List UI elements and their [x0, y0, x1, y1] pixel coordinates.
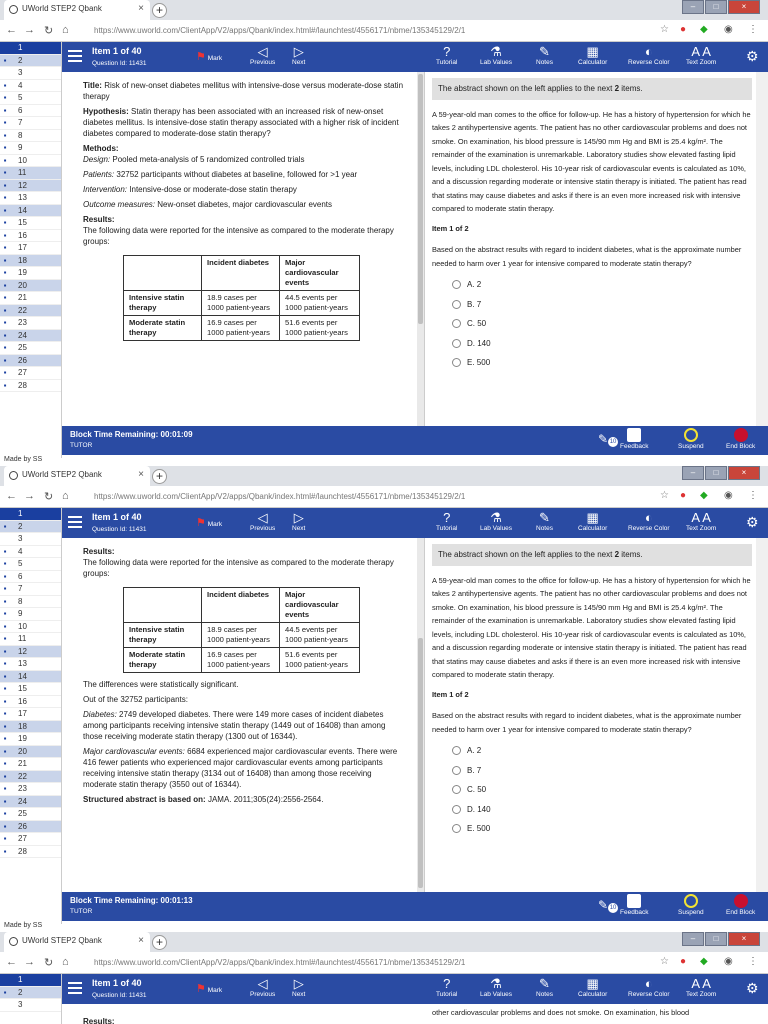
edit-icon[interactable]: ✎ 10: [598, 432, 617, 446]
question-number[interactable]: ▪ 16: [0, 230, 61, 243]
screenshot-1: [0, 0, 768, 466]
question-number[interactable]: ▪ 12: [0, 646, 61, 659]
stop-icon: [734, 894, 748, 908]
question-navigator: [0, 974, 62, 1024]
question-number[interactable]: 3: [0, 999, 61, 1012]
settings-gear-icon[interactable]: ⚙: [746, 514, 759, 530]
question-number[interactable]: ▪ 7: [0, 117, 61, 130]
radio-button[interactable]: [452, 339, 461, 348]
divider: [424, 72, 425, 426]
globe-icon: [9, 471, 18, 480]
tab-title: UWorld STEP2 Qbank: [22, 4, 102, 13]
question-number[interactable]: ▪ 17: [0, 242, 61, 255]
question-number[interactable]: ▪ 2: [0, 521, 61, 534]
home-icon[interactable]: ⌂: [62, 956, 69, 968]
abstract-scrollbar[interactable]: [417, 72, 424, 426]
question-number[interactable]: ▪ 28: [0, 380, 61, 393]
question-number[interactable]: ▪ 6: [0, 571, 61, 584]
question-number[interactable]: 3: [0, 533, 61, 546]
star-icon[interactable]: ☆: [660, 956, 669, 967]
window-controls: [681, 0, 760, 14]
flask-icon: ⚗: [490, 44, 502, 59]
globe-icon: [9, 5, 18, 14]
answer-option[interactable]: B. 7: [452, 298, 752, 312]
divider: [424, 538, 425, 892]
reload-icon[interactable]: ↻: [44, 957, 54, 969]
previous-icon: ◁: [257, 510, 268, 525]
browser-tab[interactable]: [4, 466, 150, 486]
question-navigator: [0, 42, 62, 458]
forward-icon[interactable]: →: [24, 24, 35, 36]
question-number[interactable]: ▪ 12: [0, 180, 61, 193]
question-number[interactable]: ▪ 23: [0, 783, 61, 796]
previous-icon: ◁: [257, 44, 268, 59]
question-stem: other cardiovascular problems and does not smoke. On examination, his blood: [432, 1008, 690, 1017]
url-field[interactable]: https://www.uworld.com/ClientApp/V2/apps/Qbank/index.html#/launchtest/4556171/nbme/135345129/2/1: [94, 492, 466, 501]
home-icon[interactable]: ⌂: [62, 490, 69, 502]
question-number[interactable]: ▪ 22: [0, 771, 61, 784]
qbank-app: [0, 508, 768, 924]
question-scrollbar[interactable]: [756, 538, 768, 892]
extension-icon[interactable]: ●: [680, 956, 687, 967]
reload-icon[interactable]: ↻: [44, 491, 54, 503]
menu-icon[interactable]: ⋮: [748, 24, 758, 35]
calculator-button[interactable]: ▦ Calculator: [578, 44, 608, 66]
new-tab-button[interactable]: +: [152, 3, 167, 18]
menu-icon[interactable]: [68, 50, 82, 62]
question-number[interactable]: ▪ 24: [0, 796, 61, 809]
mode-label: TUTOR: [70, 442, 93, 449]
notification-badge: 10: [609, 439, 617, 445]
question-id: Question Id: 11431: [92, 992, 147, 999]
question-number[interactable]: ▪ 4: [0, 80, 61, 93]
question-number[interactable]: 3: [0, 67, 61, 80]
question-number[interactable]: ▪ 1: [0, 974, 61, 987]
star-icon[interactable]: ☆: [660, 24, 669, 35]
sub-item-counter: Item 1 of 2: [432, 223, 469, 233]
question-number[interactable]: ▪ 2: [0, 55, 61, 68]
question-stem: A 59-year-old man comes to the office for follow-up. He has a history of hypertension for which he takes 2 antihypertensive agents. The patient has no other cardiovascular problems and does not smoke. On examination, his blood pressure is 145/90 mm Hg and BMI is 25.4 kg/m². The remainder of the examination is unremarkable. Laboratory studies show elevated fasting lipid levels, including LDL cholesterol. His 10-year risk of cardiovascular events is calculated as 10%, and a discussion regarding moderate or intensive statin therapy is initiated. The patient has read that statins may cause diabetes and asks if there is an even more increased risk with intensive compared to moderate statin therapy.: [432, 109, 751, 213]
answer-option[interactable]: D. 140: [452, 337, 752, 351]
radio-button[interactable]: [452, 785, 461, 794]
forward-icon[interactable]: →: [24, 956, 35, 968]
answer-option[interactable]: C. 50: [452, 783, 752, 797]
notes-button[interactable]: ✎ Notes: [536, 976, 553, 998]
top-toolbar: [62, 42, 768, 72]
question-number[interactable]: ▪ 8: [0, 596, 61, 609]
lab-values-button[interactable]: ⚗ Lab Values: [480, 510, 513, 532]
menu-icon[interactable]: ⋮: [748, 490, 758, 501]
address-bar-row: [0, 486, 768, 508]
calculator-icon: ▦: [586, 976, 599, 991]
question-number[interactable]: ▪ 5: [0, 92, 61, 105]
close-window-button[interactable]: ×: [728, 0, 760, 14]
radio-button[interactable]: [452, 824, 461, 833]
bottom-toolbar: [62, 892, 768, 921]
question-number[interactable]: ▪ 15: [0, 683, 61, 696]
browser-tab-strip: [0, 0, 768, 20]
previous-icon: ◁: [257, 976, 268, 991]
question-number[interactable]: ▪ 13: [0, 192, 61, 205]
reverse-color-button[interactable]: ◐ Reverse Color: [628, 44, 670, 66]
question-number[interactable]: ▪ 19: [0, 733, 61, 746]
notes-icon: ✎: [539, 976, 550, 991]
reload-icon[interactable]: ↻: [44, 25, 54, 37]
question-number[interactable]: ▪ 10: [0, 621, 61, 634]
feedback-button[interactable]: Feedback: [620, 894, 649, 916]
question-number[interactable]: ▪ 20: [0, 280, 61, 293]
feedback-icon: [627, 894, 641, 908]
scroll-thumb[interactable]: [418, 638, 423, 888]
question-number[interactable]: ▪ 14: [0, 205, 61, 218]
answer-option[interactable]: A. 2: [452, 278, 752, 292]
contrast-icon: ◐: [644, 510, 653, 525]
abstract-panel: Title: Risk of new-onset diabetes mellitus with intensive-dose versus moderate-dose statin therapy Hypothesis: Statin therapy has been associated with an increased risk of new-onset diabetes mellitus. Is intensive-dose statin therapy associated with a higher risk of incident diabetes compared to moderate-dose statin therapy? Methods: Design: Pooled meta-analysis of 5 randomized controlled trials Patients: 32752 participants without diabetes at baseline, followed for >1 year Intervention: Intensive-dose or moderate-dose statin therapy Outcome measures: New-onset diabetes, major cardiovascular events Results: The following data were reported for the intensive as compared to the moderate therapy groups: Incident diabetes Major cardiovascular events Intensive statin therapy 18.9 cases per 1000 patient-years 44.5 events per 1000 patient-years Moderate statin therapy 16.9 cases per 1000 patient-years 51.6 events per 1000 patient-years: [62, 72, 417, 347]
question-stem: A 59-year-old man comes to the office for follow-up. He has a history of hypertension for which he takes 2 antihypertensive agents. The patient has no other cardiovascular problems and does not smoke. On examination, his blood pressure is 145/90 mm Hg and BMI is 25.4 kg/m². The remainder of the examination is unremarkable. Laboratory studies show elevated fasting lipid levels, including LDL cholesterol. His 10-year risk of cardiovascular events is calculated as 10%, and a discussion regarding moderate or intensive statin therapy is initiated. The patient has read that statins may cause diabetes and asks if there is an even more increased risk with intensive compared to moderate statin therapy.: [432, 575, 751, 679]
question-number[interactable]: ▪ 9: [0, 142, 61, 155]
calculator-icon: ▦: [586, 44, 599, 59]
next-icon: ▷: [293, 976, 304, 991]
question-number[interactable]: ▪ 26: [0, 355, 61, 368]
profile-icon[interactable]: ◉: [724, 490, 733, 501]
window-controls: [681, 466, 760, 480]
content-area: [62, 72, 768, 426]
flag-icon: ⚑: [196, 983, 206, 995]
pause-icon: [684, 428, 698, 442]
mark-button[interactable]: ⚑ Mark: [196, 51, 223, 63]
extension-icon[interactable]: ◆: [700, 24, 708, 35]
previous-button[interactable]: ◁ Previous: [250, 44, 276, 66]
profile-icon[interactable]: ◉: [724, 24, 733, 35]
question-number[interactable]: ▪ 27: [0, 367, 61, 380]
contrast-icon: ◐: [644, 976, 653, 991]
question-number[interactable]: ▪ 18: [0, 721, 61, 734]
question-mark-icon: ?: [443, 44, 451, 59]
content-area: [62, 1004, 768, 1024]
question-number[interactable]: ▪ 15: [0, 217, 61, 230]
radio-button[interactable]: [452, 766, 461, 775]
text-zoom-button[interactable]: A A Text Zoom: [686, 976, 717, 998]
item-counter: Item 1 of 40: [92, 46, 142, 56]
tutorial-button[interactable]: ? Tutorial: [436, 510, 458, 532]
radio-button[interactable]: [452, 358, 461, 367]
question-number[interactable]: ▪ 1: [0, 508, 61, 521]
question-number[interactable]: ▪ 28: [0, 846, 61, 859]
url-field[interactable]: https://www.uworld.com/ClientApp/V2/apps/Qbank/index.html#/launchtest/4556171/nbme/135345129/2/1: [94, 958, 466, 967]
screenshot-3: [0, 932, 768, 1024]
edit-icon[interactable]: ✎ 10: [598, 898, 617, 912]
watermark-text: Made by SS: [4, 456, 43, 463]
new-tab-button[interactable]: +: [152, 469, 167, 484]
address-bar-row: [0, 952, 768, 974]
lab-values-button[interactable]: ⚗ Lab Values: [480, 976, 513, 998]
menu-icon[interactable]: ⋮: [748, 956, 758, 967]
question-number[interactable]: ▪ 20: [0, 746, 61, 759]
profile-icon[interactable]: ◉: [724, 956, 733, 967]
radio-button[interactable]: [452, 280, 461, 289]
tab-title: UWorld STEP2 Qbank: [22, 936, 102, 945]
question-number[interactable]: ▪ 6: [0, 105, 61, 118]
question-mark-icon: ?: [443, 510, 451, 525]
item-counter: Item 1 of 40: [92, 512, 142, 522]
next-button[interactable]: ▷ Next: [292, 976, 306, 998]
reverse-color-button[interactable]: ◐ Reverse Color: [628, 510, 670, 532]
question-prompt: Based on the abstract results with regard to incident diabetes, what is the approximate number needed to harm over 1 year for intensive compared to moderate statin therapy?: [432, 711, 742, 734]
notification-badge: 10: [609, 905, 617, 911]
qbank-app: [0, 974, 768, 1024]
extension-icon[interactable]: ◆: [700, 490, 708, 501]
scroll-thumb[interactable]: [418, 74, 423, 324]
browser-tab-strip: [0, 932, 768, 952]
question-number[interactable]: ▪ 8: [0, 130, 61, 143]
block-time-remaining: Block Time Remaining: 00:01:13: [70, 896, 193, 905]
flag-icon: ⚑: [196, 517, 206, 529]
question-number[interactable]: ▪ 9: [0, 608, 61, 621]
abstract-panel: Results:: [83, 1017, 115, 1024]
radio-button[interactable]: [452, 319, 461, 328]
question-number[interactable]: ▪ 4: [0, 546, 61, 559]
question-mark-icon: ?: [443, 976, 451, 991]
radio-button[interactable]: [452, 746, 461, 755]
close-window-button[interactable]: ×: [728, 932, 760, 946]
close-window-button[interactable]: ×: [728, 466, 760, 480]
close-tab-icon[interactable]: ×: [138, 3, 144, 14]
minimize-button[interactable]: –: [682, 466, 704, 480]
extension-icon[interactable]: ◆: [700, 956, 708, 967]
notes-button[interactable]: ✎ Notes: [536, 510, 553, 532]
question-number[interactable]: ▪ 16: [0, 696, 61, 709]
answer-option[interactable]: A. 2: [452, 744, 752, 758]
question-number[interactable]: ▪ 21: [0, 292, 61, 305]
url-field[interactable]: https://www.uworld.com/ClientApp/V2/apps/Qbank/index.html#/launchtest/4556171/nbme/135345129/2/1: [94, 26, 466, 35]
question-number[interactable]: ▪ 22: [0, 305, 61, 318]
forward-icon[interactable]: →: [24, 490, 35, 502]
home-icon[interactable]: ⌂: [62, 24, 69, 36]
mark-button[interactable]: ⚑ Mark: [196, 517, 223, 529]
mark-button[interactable]: ⚑ Mark: [196, 983, 223, 995]
question-number[interactable]: ▪ 25: [0, 342, 61, 355]
flask-icon: ⚗: [490, 976, 502, 991]
flag-icon: ⚑: [196, 51, 206, 63]
calculator-button[interactable]: ▦ Calculator: [578, 976, 608, 998]
maximize-button[interactable]: □: [705, 0, 727, 14]
content-area: [62, 538, 768, 892]
question-number[interactable]: ▪ 21: [0, 758, 61, 771]
text-zoom-icon: A A: [691, 976, 711, 991]
tutorial-button[interactable]: ? Tutorial: [436, 976, 458, 998]
question-number[interactable]: ▪ 23: [0, 317, 61, 330]
question-number[interactable]: ▪ 19: [0, 267, 61, 280]
results-table: Incident diabetes Major cardiovascular events Intensive statin therapy 18.9 cases per 1000 patient-years 44.5 events per 1000 patient-years Moderate statin therapy 16.9 cases per 1000 patient-years 51.6 events per 1000 patient-years: [123, 587, 360, 673]
settings-gear-icon[interactable]: ⚙: [746, 980, 759, 996]
question-navigator: [0, 508, 62, 924]
abstract-banner: The abstract shown on the left applies to the next 2 items.: [432, 544, 752, 566]
feedback-icon: [627, 428, 641, 442]
menu-icon[interactable]: [68, 982, 82, 994]
tab-title: UWorld STEP2 Qbank: [22, 470, 102, 479]
next-icon: ▷: [293, 510, 304, 525]
browser-tab[interactable]: [4, 932, 150, 952]
question-number[interactable]: ▪ 26: [0, 821, 61, 834]
mode-label: TUTOR: [70, 908, 93, 915]
top-toolbar: [62, 974, 768, 1004]
question-prompt: Based on the abstract results with regard to incident diabetes, what is the approximate number needed to harm over 1 year for intensive compared to moderate statin therapy?: [432, 245, 742, 268]
calculator-icon: ▦: [586, 510, 599, 525]
abstract-scrollbar[interactable]: [417, 538, 424, 892]
question-number[interactable]: ▪ 24: [0, 330, 61, 343]
notes-icon: ✎: [539, 510, 550, 525]
abstract-panel: Results: The following data were reported for the intensive as compared to the moderate therapy groups: Incident diabetes Major cardiovascular events Intensive statin therapy 18.9 cases per 1000 patient-years 44.5 events per 1000 patient-years Moderate statin therapy 16.9 cases per 1000 patient-years 51.6 events per 1000 patient-years The differences were statistically significant. Out of the 32752 participants: Diabetes: 2749 developed diabetes. There were 149 more cases of incident diabetes among participants receiving intensive statin therapy (1449 out of 16408) than among those receiving moderate statin therapy (1300 out of 16344). Major cardiovascular events: 6684 experienced major cardiovascular events. There were 416 fewer patients who experienced major cardiovascular events among participants receiving intensive statin therapy (3134 out of 16408) than among those receiving moderate statin therapy (3550 out of 16344). Structured abstract is based on: JAMA. 2011;305(24):2556-2564.: [83, 547, 398, 804]
question-number[interactable]: ▪ 11: [0, 167, 61, 180]
browser-tab[interactable]: [4, 0, 150, 20]
close-tab-icon[interactable]: ×: [138, 935, 144, 946]
minimize-button[interactable]: –: [682, 0, 704, 14]
globe-icon: [9, 937, 18, 946]
answer-option[interactable]: C. 50: [452, 317, 752, 331]
question-number[interactable]: ▪ 25: [0, 808, 61, 821]
flask-icon: ⚗: [490, 510, 502, 525]
suspend-button[interactable]: Suspend: [678, 428, 704, 450]
question-number[interactable]: ▪ 27: [0, 833, 61, 846]
question-id: Question Id: 11431: [92, 526, 147, 533]
text-zoom-icon: A A: [691, 510, 711, 525]
radio-button[interactable]: [452, 805, 461, 814]
notes-icon: ✎: [539, 44, 550, 59]
block-time-remaining: Block Time Remaining: 00:01:09: [70, 430, 193, 439]
answer-option[interactable]: D. 140: [452, 803, 752, 817]
question-number[interactable]: ▪ 18: [0, 255, 61, 268]
screenshot-2: [0, 466, 768, 932]
question-number[interactable]: ▪ 13: [0, 658, 61, 671]
question-id: Question Id: 11431: [92, 60, 147, 67]
answer-option[interactable]: E. 500: [452, 822, 752, 836]
text-zoom-button[interactable]: A A Text Zoom: [686, 510, 717, 532]
browser-tab-strip: [0, 466, 768, 486]
question-number[interactable]: ▪ 10: [0, 155, 61, 168]
question-number[interactable]: ▪ 14: [0, 671, 61, 684]
notes-button[interactable]: ✎ Notes: [536, 44, 553, 66]
address-bar-row: [0, 20, 768, 42]
reverse-color-button[interactable]: ◐ Reverse Color: [628, 976, 670, 998]
previous-button[interactable]: ◁ Previous: [250, 510, 276, 532]
question-number[interactable]: ▪ 7: [0, 583, 61, 596]
previous-button[interactable]: ◁ Previous: [250, 976, 276, 998]
minimize-button[interactable]: –: [682, 932, 704, 946]
question-number[interactable]: ▪ 5: [0, 558, 61, 571]
settings-gear-icon[interactable]: ⚙: [746, 48, 759, 64]
suspend-button[interactable]: Suspend: [678, 894, 704, 916]
end-block-button[interactable]: End Block: [726, 894, 755, 916]
tutorial-button[interactable]: ? Tutorial: [436, 44, 458, 66]
results-table: Incident diabetes Major cardiovascular events Intensive statin therapy 18.9 cases per 1000 patient-years 44.5 events per 1000 patient-years Moderate statin therapy 16.9 cases per 1000 patient-years 51.6 events per 1000 patient-years: [123, 255, 360, 341]
question-scrollbar[interactable]: [756, 72, 768, 426]
close-tab-icon[interactable]: ×: [138, 469, 144, 480]
window-controls: [681, 932, 760, 946]
back-icon[interactable]: ←: [6, 24, 17, 36]
menu-icon[interactable]: [68, 516, 82, 528]
lab-values-button[interactable]: ⚗ Lab Values: [480, 44, 513, 66]
text-zoom-button[interactable]: A A Text Zoom: [686, 44, 717, 66]
answer-option[interactable]: E. 500: [452, 356, 752, 370]
qbank-app: [0, 42, 768, 458]
extension-icon[interactable]: ●: [680, 490, 687, 501]
question-panel: [432, 538, 752, 842]
question-number[interactable]: ▪ 2: [0, 987, 61, 1000]
sub-item-counter: Item 1 of 2: [432, 689, 469, 699]
extension-icon[interactable]: ●: [680, 24, 687, 35]
radio-button[interactable]: [452, 300, 461, 309]
back-icon[interactable]: ←: [6, 490, 17, 502]
feedback-button[interactable]: Feedback: [620, 428, 649, 450]
maximize-button[interactable]: □: [705, 932, 727, 946]
back-icon[interactable]: ←: [6, 956, 17, 968]
contrast-icon: ◐: [644, 44, 653, 59]
question-panel: [432, 72, 752, 376]
item-counter: Item 1 of 40: [92, 978, 142, 988]
end-block-button[interactable]: End Block: [726, 428, 755, 450]
question-number[interactable]: ▪ 1: [0, 42, 61, 55]
text-zoom-icon: A A: [691, 44, 711, 59]
maximize-button[interactable]: □: [705, 466, 727, 480]
pause-icon: [684, 894, 698, 908]
stop-icon: [734, 428, 748, 442]
star-icon[interactable]: ☆: [660, 490, 669, 501]
question-number[interactable]: ▪ 11: [0, 633, 61, 646]
next-button[interactable]: ▷ Next: [292, 510, 306, 532]
watermark-text: Made by SS: [4, 922, 43, 929]
new-tab-button[interactable]: +: [152, 935, 167, 950]
bottom-toolbar: [62, 426, 768, 455]
question-panel: [432, 1004, 752, 1020]
next-button[interactable]: ▷ Next: [292, 44, 306, 66]
abstract-banner: The abstract shown on the left applies to the next 2 items.: [432, 78, 752, 100]
answer-option[interactable]: B. 7: [452, 764, 752, 778]
next-icon: ▷: [293, 44, 304, 59]
question-number[interactable]: ▪ 17: [0, 708, 61, 721]
top-toolbar: [62, 508, 768, 538]
calculator-button[interactable]: ▦ Calculator: [578, 510, 608, 532]
